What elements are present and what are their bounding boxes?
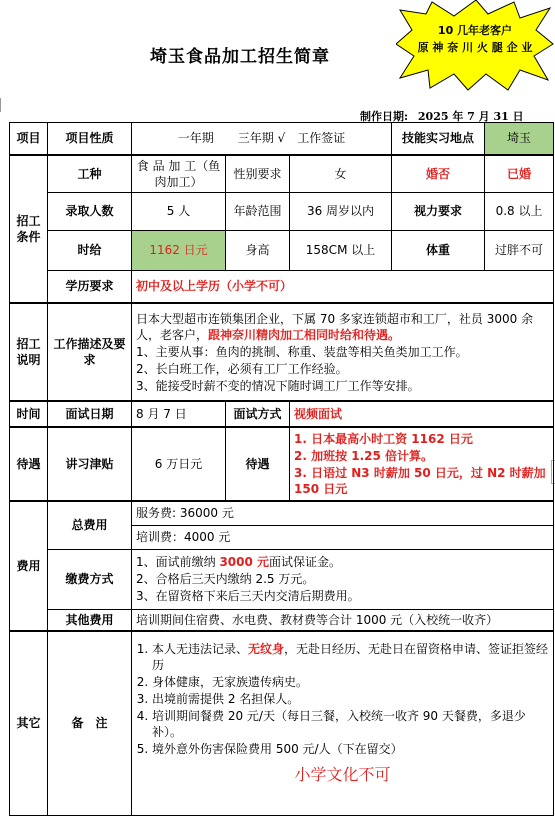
- desc-item: 3、能接受时薪不变的情况下随时调工厂工作等安排。: [136, 378, 420, 393]
- remark-item: 3. 出境前需提供 2 名担保人。: [152, 691, 549, 707]
- married-value: 已婚: [485, 155, 554, 193]
- count-label: 录取人数: [48, 192, 132, 230]
- desc-section-label: 招工说明: [10, 303, 48, 401]
- payment-item: [136, 554, 549, 570]
- training-fee: 培训费：4000 元: [132, 525, 554, 549]
- remark-item: 5. 境外意外伤害保险费用 500 元/人（下在留交）: [152, 741, 549, 757]
- vision-value: 0.8 以上: [485, 192, 554, 230]
- allowance-label: 讲习津贴: [48, 427, 132, 501]
- treatment-item: 1. 日本最高小时工资 1162 日元: [294, 432, 473, 446]
- remark-item: [152, 641, 549, 673]
- others-label: 其它: [10, 631, 48, 815]
- project-label: 项目: [10, 123, 48, 155]
- starburst-text: [396, 22, 554, 56]
- remark-text: ，无赴日经历、无赴日在留资格申请、签证拒签经历: [152, 642, 549, 672]
- interview-date-value: 8 月 7 日: [132, 401, 226, 427]
- age-label: 年龄范围: [226, 192, 290, 230]
- page-title: 埼玉食品加工招生简章: [150, 47, 330, 67]
- date-label: 制作日期:: [360, 110, 409, 123]
- gender-value: 女: [290, 155, 392, 193]
- remarks-list: [136, 641, 549, 757]
- desc-intro: [136, 311, 549, 343]
- other-fee-value: 培训期间住宿费、水电费、教材费等合计 1000 元（入校统一收齐）: [132, 609, 554, 631]
- count-value: 5 人: [132, 192, 226, 230]
- margin-marker: [0, 98, 4, 112]
- job-label: 工种: [48, 155, 132, 193]
- interview-mode-value: 视频面试: [290, 401, 554, 427]
- desc-intro-highlight: 跟神奈川精肉加工相同时给和待遇。: [208, 327, 401, 342]
- edu-label: 学历要求: [48, 270, 132, 303]
- remarks-label: 备 注: [48, 631, 132, 815]
- desc-item: 2、长白班工作，必须有工厂工作经验。: [136, 361, 348, 376]
- date-value: 2025 年 7 月 31 日: [417, 110, 524, 123]
- project-nature-label: 项目性质: [48, 123, 132, 155]
- remark-highlight: 无纹身: [248, 642, 285, 656]
- wage-value: 1162 日元: [132, 230, 226, 270]
- note-primary-school: 小学文化不可: [294, 765, 391, 784]
- payment-text: 面试保证金。: [269, 555, 342, 569]
- allowance-value: 6 万日元: [132, 427, 226, 501]
- recruitment-table: [9, 122, 554, 816]
- treatment-item: 2. 加班按 1.25 倍计算。: [294, 449, 434, 463]
- treatment-item: 3. 日语过 N3 时薪加 50 日元，过 N2 时薪加 150 日元: [294, 466, 546, 496]
- remark-item: 4. 培训期间餐费 20 元/天（每日三餐，入校统一收齐 90 天餐费，多退少补）。: [152, 708, 549, 740]
- burst-line-1: 10 几年老客户: [437, 24, 513, 37]
- desc-label: 工作描述及要求: [48, 303, 132, 401]
- treatment-list: [290, 427, 554, 501]
- height-value: 158CM 以上: [290, 230, 392, 270]
- married-label: 婚否: [392, 155, 485, 193]
- edu-value: 初中及以上学历（小学不可）: [132, 270, 554, 303]
- weight-value: 过胖不可: [485, 230, 554, 270]
- payment-deposit: 3000 元: [219, 555, 270, 569]
- payment-list: [132, 549, 554, 609]
- weight-label: 体重: [392, 230, 485, 270]
- location-label: 技能实习地点: [392, 123, 485, 155]
- wage-label: 时给: [48, 230, 132, 270]
- age-value: 36 周岁以内: [290, 192, 392, 230]
- treatment-label: 待遇: [10, 427, 48, 501]
- interview-mode-label: 面试方式: [226, 401, 290, 427]
- desc-item: 1、主要从事：鱼肉的挑制、称重、装盘等相关鱼类加工工作。: [136, 344, 468, 359]
- treat-label: 待遇: [226, 427, 290, 501]
- time-label: 时间: [10, 401, 48, 427]
- remark-item: 2. 身体健康，无家族遗传病史。: [152, 674, 549, 690]
- gender-label: 性别要求: [226, 155, 290, 193]
- total-fee-label: 总费用: [48, 501, 132, 549]
- desc-content: [132, 303, 554, 401]
- other-fee-label: 其他费用: [48, 609, 132, 631]
- burst-line-2: 原 神 奈 川 火 腿 企 业: [417, 41, 533, 54]
- service-fee: 服务费: 36000 元: [132, 501, 554, 525]
- vision-label: 视力要求: [392, 192, 485, 230]
- interview-date-label: 面试日期: [48, 401, 132, 427]
- payment-label: 缴费方式: [48, 549, 132, 609]
- location-value: 埼玉: [485, 123, 554, 155]
- fees-label: 费用: [10, 501, 48, 631]
- job-value: 食 品 加 工（鱼肉加工）: [132, 155, 226, 193]
- remarks-content: [132, 631, 554, 815]
- payment-item: 2、合格后三天内缴纳 2.5 万元。: [136, 572, 315, 586]
- remark-text: 本人无违法记录、: [152, 642, 249, 656]
- project-nature-value: 一年期 三年期 √ 工作签证: [132, 123, 392, 155]
- desc-intro-text: 日本大型超市连锁集团企业，下属 70 多家连锁超市和工厂，社员 3000 余人，老客户，: [136, 311, 534, 342]
- payment-item: 3、在留资格下来后三天内交清后期费用。: [136, 589, 360, 603]
- height-label: 身高: [226, 230, 290, 270]
- payment-text: 1、面试前缴纳: [136, 555, 220, 569]
- recruit-section-label: 招工条件: [10, 155, 48, 304]
